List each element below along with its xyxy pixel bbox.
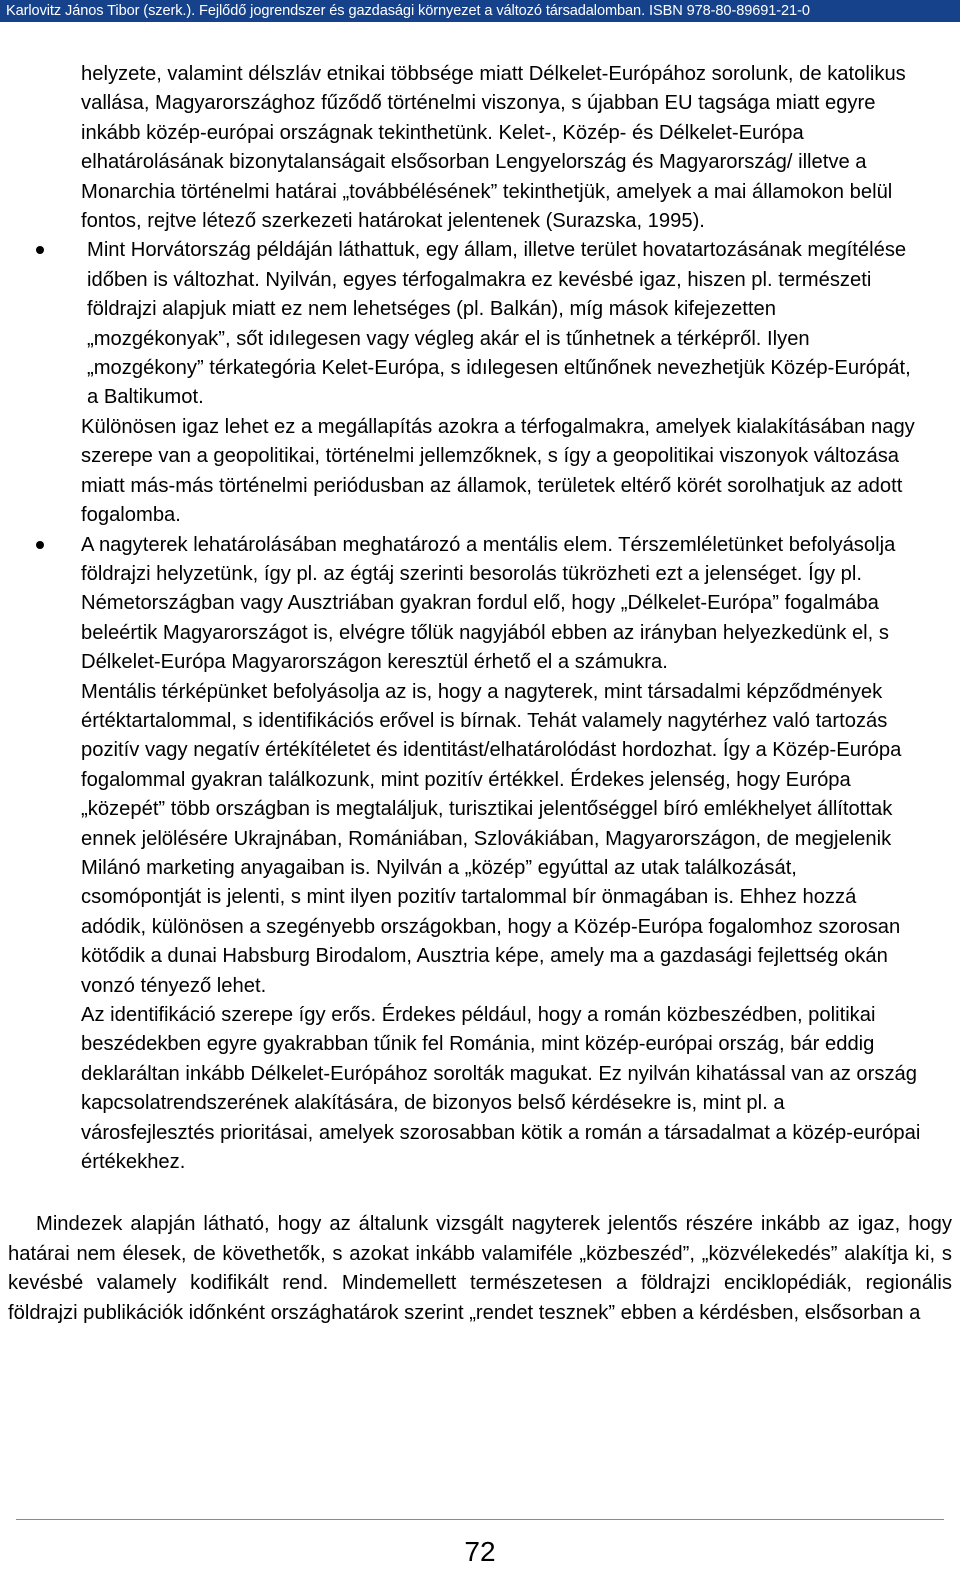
running-header: Karlovitz János Tibor (szerk.). Fejlődő jogrendszer és gazdasági környezet a változó társadalomban. ISBN 978-80-89691-21-0 (0, 0, 960, 22)
page-content (0, 60, 960, 1328)
paragraph-text: A nagyterek lehatárolásában meghatározó a mentális elem. Térszemléletünket befolyásolja földrajzi helyzetünk, így pl. az égtáj szerinti besorolás tükrözheti ezt a jelenséget. Így pl. Németországban vagy Ausztriában gyakran fordul elő, hogy „Délkelet-Európa” fogalmába beleértik Magyarországot is, elvégre tőlük nagyjából ebben az irányban helyezkedünk el, s Délkelet-Európa Magyarországon keresztül érhető el a számukra. (81, 533, 896, 674)
paragraph-text: Mint Horvátország példáján láthattuk, egy állam, illetve terület hovatartozásának megítélése időben is változhat. Nyilván, egyes térfogalmakra ez kevésbé igaz, hiszen pl. természeti földrajzi alapjuk miatt ez nem lehetséges (pl. Balkán), míg mások kifejezetten „mozgékonyak”, sőt idılegesen vagy végleg akár el is tűnhetnek a térképről. Ilyen „mozgékony” térkategória Kelet-Európa, s idılegesen eltűnőnek nevezhetjük Közép-Európát, a Baltikumot. (87, 239, 911, 409)
page-number: 72 (464, 1536, 496, 1567)
bullet-icon (36, 541, 44, 549)
paragraph-text: Mentális térképünket befolyásolja az is, hogy a nagyterek, mint társadalmi képződmények értéktartalommal, s identifikációs erővel is bírnak. Tehát valamely nagytérhez való tartozás pozitív vagy negatív értékítéletet és identitást/elhatárolódást hordozhat. Így a Közép-Európa fogalommal gyakran találkozunk, mint pozitív értékkel. Érdekes jelenség, hogy Európa „közepét” több országban is megtaláljuk, turisztikai jelentőséggel bíró emlékhelyet állítottak ennek jelölésére Ukrajnában, Romániában, Szlovákiában, Magyarországon, de megjelenik Milánó marketing anyagaiban is. Nyilván a „közép” egyúttal az utak találkozását, csomópontját is jelenti, s mint ilyen pozitív tartalommal bír önmagában is. Ehhez hozzá adódik, különösen a szegényebb országokban, hogy a Közép-Európa fogalomhoz szorosan kötődik a dunai Habsburg Birodalom, Ausztria képe, amely ma a gazdasági fejlettség okán vonzó tényező lehet. (81, 680, 902, 997)
paragraph-text: Különösen igaz lehet ez a megállapítás azokra a térfogalmakra, amelyek kialakításában nagy szerepe van a geopolitikai, történelmi jellemzőknek, s így a geopolitikai viszonyok változása miatt más-más történelmi periódusban az államok, területek eltérő körét sorolhatjuk az adott fogalomba. (81, 415, 915, 527)
paragraph-text: Az identifikáció szerepe így erős. Érdekes például, hogy a román közbeszédben, politikai beszédekben egyre gyakrabban tűnik fel Románia, mint közép-európai ország, bár eddig deklaráltan inkább Délkelet-Európához sorolták magukat. Ez nyilván kihatással van az ország kapcsolatrendszerének alakítására, de bizonyos belső kérdésekre is, mint pl. a városfejlesztés prioritásai, amelyek szorosabban kötik a román a társadalmat a közép-európai értékekhez. (81, 1004, 921, 1174)
footer-divider (16, 1519, 944, 1520)
body-paragraph: Mindezek alapján látható, hogy az általunk vizsgált nagyterek jelentős részére inkább az igaz, hogy határai nem élesek, de követhetők, s azokat inkább valamiféle „közbeszéd”, „közvélekedés” alakítja ki, s kevésbé valamely kodifikált rend. Mindemellett természetesen a földrajzi enciklopédiák, regionális földrajzi publikációk időnként országhatárok szerint „rendet tesznek” ebben a kérdésben, elsősorban a (8, 1213, 952, 1324)
continued-paragraph (81, 60, 921, 236)
paragraph-text: helyzete, valamint délszláv etnikai többsége miatt Délkelet-Európához sorolunk, de katolikus vallása, Magyarországhoz fűződő történelmi viszonya, s újabban EU tagsága miatt egyre inkább közép-európai országnak tekinthetünk. Kelet-, Közép- és Délkelet-Európa elhatárolásának bizonytalanságait elsősorban Lengyelország és Magyarország/ illetve a Monarchia történelmi határai „továbbélésének” tekinthetjük, amelyek a mai államokon belül fontos, rejtve létező szerkezeti határokat jelentenek (Surazska, 1995). (81, 63, 906, 233)
bullet-item-2 (81, 531, 921, 1178)
bullet-item-1 (81, 236, 921, 530)
bullet-icon (36, 246, 44, 254)
